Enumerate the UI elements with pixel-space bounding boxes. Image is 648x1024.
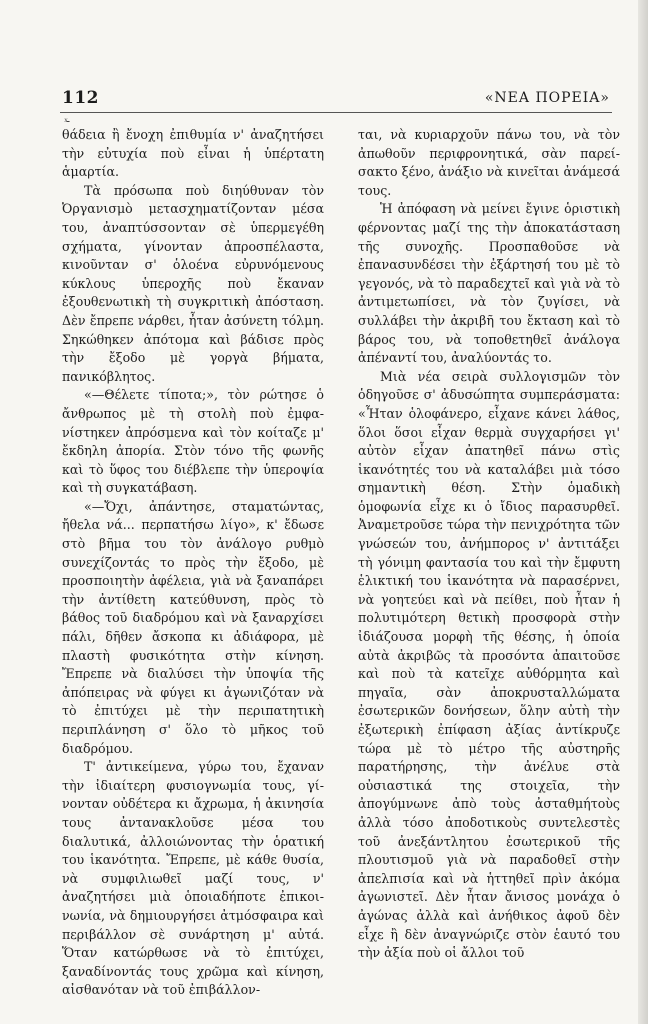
paragraph: Τ' ἀντικείμενα, γύρω του, ἔχαναν τὴν ἰδιαίτερη φυσιογνωμία τους, γίνονταν οὐδέτερα κι ἄχρωμα, ἡ ἀκινησία τους ἀντανακλοῦσε μέσα του διαλυτικά, ἀλλοιώνοντας τὴν ὁρατική του ἱκανότητα. Ἔπρεπε, μὲ κάθε θυσία, νὰ συμφιλιωθεῖ μαζί τους, ν' ἀναζητήσει μιὰ ὁποιαδήποτε ἐπικοινωνία, νὰ δημιουργήσει ἀτμόσφαιρα καὶ περιβάλλον σὲ συνάρτηση μ' αὐτά. Ὅταν κατώρθωσε νὰ τὸ ἐπιτύχει, ξαναδίνοντάς τους χρῶμα καὶ κίνηση, αἰσθανόταν νὰ τοῦ ἐπιβάλλον- [62,759,324,998]
page-number: 112 [62,88,99,108]
paragraph: «—Θέλετε τίποτα;», τὸν ρώτησε ὁ ἄνθρωπος μὲ τὴ στολὴ ποὺ ἐμφανίστηκεν ἀπρόσμενα καὶ τὸν κοίταζε μ' ἔκδηλη ἀπορία. Στὸν τόνο τῆς φωνῆς καὶ τὸ ὕφος του διέβλεπε τὴν ὑπεροψία καὶ τὴ συγκατάβαση. [62,387,324,496]
running-head: «ΝΕΑ ΠΟΡΕΙΑ» [484,90,610,106]
paragraph: θάδεια ἢ ἔνοχη ἐπιθυμία ν' ἀναζητήσει τὴν εὐτυχία ποὺ εἶναι ἡ ὑπέρτατη ἁμαρτία. [62,127,324,180]
left-column [62,126,324,1000]
page-edge-shadow [638,0,648,1024]
page-header [62,88,610,112]
paragraph: Μιὰ νέα σειρὰ συλλογισμῶν τὸν ὁδηγοῦσε σ' ἀδυσώπητα συμπεράσματα: «Ἦταν ὁλοφάνερο, εἶχανε κάνει λάθος, ὅλοι ὅσοι εἶχαν θερμὰ συγχαρήσει γι' αὐτὸν εἶχαν ἀπατηθεῖ πάνω στὶς ἱκανότητές του νὰ καταλάβει μιὰ τόσο σημαντικὴ θέση. Στὴν ὁμαδικὴ ὁμοφωνία εἶχε κι ὁ ἴδιος παρασυρθεῖ. Ἀναμετροῦσε τώρα τὴν πενιχρότητα τῶν γνώσεών του, ἀνήμπορος ν' ἀντιτάξει τὴ γόνιμη φαντασία του καὶ τὴν ἔμφυτη ἑλικτική του ἱκανότητα νὰ παρασέρνει, νὰ γοητεύει καὶ νὰ πείθει, ποὺ ἦταν ἡ πολυτιμότερη θετικὴ προσφορὰ στὴν ἰδιάζουσα μορφὴ τῆς θέσης, ἡ ὁποία αὐτὰ ἀκριβῶς τὰ προσόντα ἀπαιτοῦσε καὶ ποὺ τὰ κατεῖχε αὐθόρμητα καὶ πηγαῖα, σὰν ἀποκρυσταλλώματα ἐσωτερικῶν δονήσεων, ὅλην αὐτὴ τὴν ἐξωτερικὴ ἐπίφαση ἀξίας ἀντίκρυζε τώρα μὲ τὸ μέτρο τῆς αὐστηρῆς παρατήρησης, τὴν ἀνέλυε στὰ οὐσιαστικά της στοιχεῖα, τὴν ἀπογύμνωνε ἀπὸ τοὺς ἀσταθμήτοὺς ἀλλὰ τόσο ἀποδοτικοὺς συντελεστὲς τοῦ ἀνεξάντλητου ἐσωτερικοῦ τῆς πλουτισμοῦ γιὰ νὰ παραδοθεῖ στὴν ἀπελπισία καὶ νὰ ἡττηθεῖ πρὶν ἀκόμα ἀγωνιστεῖ. Δὲν ἦταν ἄνισος μονάχα ὁ ἀγώνας ἀλλὰ καὶ ἀνήθικος ἀφοῦ δὲν εἶχε ἢ δὲν ἀναγνώριζε στὸν ἑαυτό του τὴν ἀξία ποὺ οἱ ἄλλοι τοῦ [358,368,620,961]
paragraph: ται, νὰ κυριαρχοῦν πάνω του, νὰ τὸν ἀπωθοῦν περιφρονητικά, σὰν παρείσακτο ξένο, ἀνάξιο νὰ κινεῖται ἀνάμεσά τους. [358,127,620,198]
paragraph: Ἡ ἀπόφαση νὰ μείνει ἔγινε ὁριστικὴ φέρνοντας μαζί της τὴν ἀποκατάσταση τῆς συνοχῆς. Προσπαθοῦσε νὰ ἐπανασυνδέσει τὴν ἐξάρτησή του μὲ τὸ γεγονός, νὰ τὸ παραδεχτεῖ καὶ γιὰ νὰ τὸ ἀντιμετωπίσει, νὰ τὸν ζυγίσει, νὰ συλλάβει τὴν ἀκριβῆ του ἔκταση καὶ τὸ βάρος του, νὰ τοποθετηθεῖ ἀνάλογα ἀπέναντί του, ἀναλύοντάς το. [358,201,620,366]
right-column [358,126,620,963]
header-rule [60,112,612,113]
paragraph: Τὰ πρόσωπα ποὺ διηύθυναν τὸν Ὀργανισμὸ μετασχηματίζονταν μέσα του, ἀναπτύσσονταν σὲ ὑπερμεγέθη σχήματα, γίνονταν ἀπροσπέλαστα, κινοῦνταν σ' ὁλοένα εὐρυνόμενους κύκλους ὑπεροχῆς ποὺ ἔκαναν ἐξουθενωτικὴ τὴ συγκριτικὴ ἀπόσταση. Δὲν ἔπρεπε νάρθει, ἦταν ἀσύνετη τόλμη. Σηκώθηκεν ἀπότομα καὶ βάδισε πρὸς τὴν ἔξοδο μὲ γοργὰ βήματα, πανικόβλητος. [62,182,324,384]
paragraph: «—Ὄχι, ἀπάντησε, σταματώντας, ἤθελα νά... περπατήσω λίγο», κ' ἔδωσε στὸ βῆμα του τὸν ἀνάλογο ρυθμὸ συνεχίζοντάς το πρὸς τὴν ἔξοδο, μὲ προσποιητὴν ἀφέλεια, γιὰ νὰ ξαναπάρει τὴν ἀντίθετη κατεύθυνση, πρὸς τὸ βάθος τοῦ διαδρόμου καὶ νὰ ξαναρχίσει πάλι, δῆθεν ἄσκοπα κι ἀδιάφορα, μὲ πλαστὴ φυσικότητα στὴν κίνηση. Ἔπρεπε νὰ διαλύσει τὴν ὑποψία τῆς ἀπόπειρας νὰ φύγει κι ἀγωνιζόταν νὰ τὸ ἐπιτύχει μὲ τὴν περιπατητικὴ περιπλάνηση σ' ὅλο τὸ μῆκος τοῦ διαδρόμου. [62,498,324,756]
stray-ink-mark: ͯ- [66,114,71,128]
